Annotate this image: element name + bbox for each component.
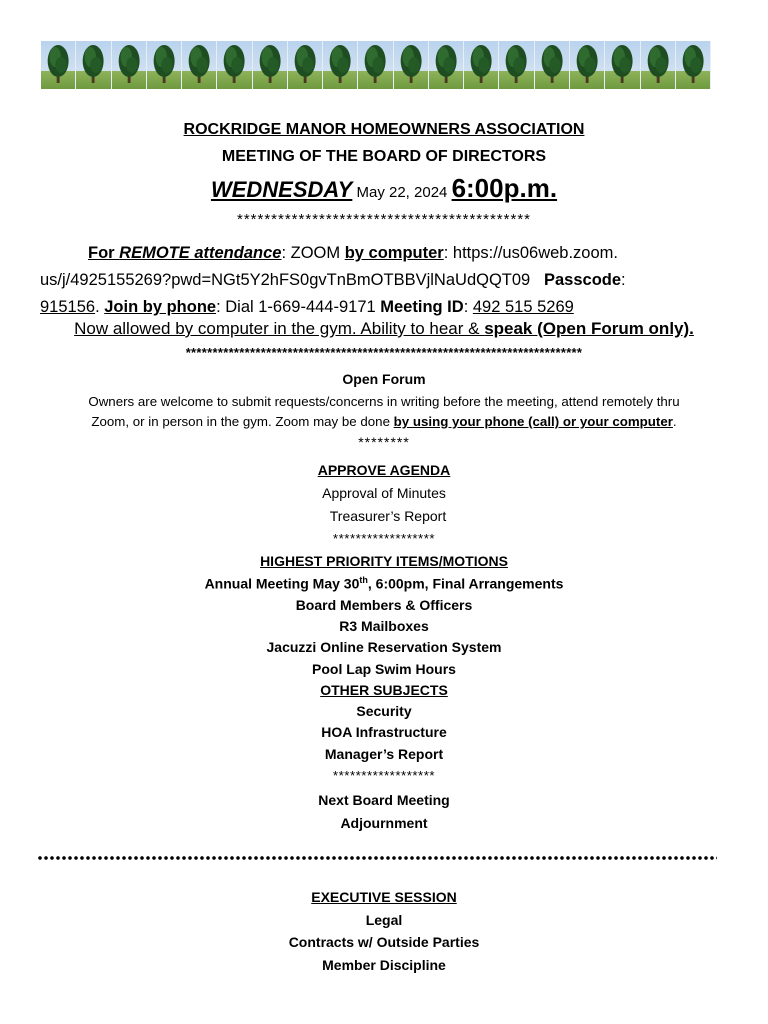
tree-image [641,41,676,89]
other-item: Manager’s Report [324,746,444,762]
dotted-divider [37,855,717,861]
phone-or-computer-note: by using your phone (call) or your computer [393,414,673,429]
by-computer-label: by computer [344,244,444,262]
tree-image [605,41,640,89]
tree-image [182,41,217,89]
priority-title: HIGHEST PRIORITY ITEMS/MOTIONS [260,553,508,569]
tree-image [570,41,605,89]
other-subjects-title: OTHER SUBJECTS [320,682,448,698]
zoom-url-part1[interactable]: : https://us06web.zoom. [443,244,618,262]
meeting-date: May 22, 2024 [352,184,452,201]
priority-item: R3 Mailboxes [339,618,429,634]
tree-image [394,41,429,89]
meeting-id-value: 492 515 5269 [472,298,574,316]
closing-item: Next Board Meeting [318,792,450,808]
tree-image [217,41,252,89]
tree-image [288,41,323,89]
tree-image [535,41,570,89]
meeting-id-label: Meeting ID [380,298,464,316]
separator-stars-short: ******** [358,434,410,450]
priority-item: Jacuzzi Online Reservation System [266,639,502,655]
executive-item: Legal [365,912,403,928]
other-item: Security [356,703,412,719]
separator-stars: ******************************************* [236,211,531,228]
meeting-day: WEDNESDAY [210,177,353,202]
tree-image [41,41,76,89]
other-item: HOA Infrastructure [321,724,447,740]
tree-image [464,41,499,89]
closing-item: Adjournment [340,815,428,831]
separator-stars-mid: ****************** [332,768,436,783]
tree-image [676,41,711,89]
org-title: ROCKRIDGE MANOR HOMEOWNERS ASSOCIATION [183,121,585,138]
open-forum-line1: Owners are welcome to submit requests/concerns in writing before the meeting, attend remotely thru [88,394,680,409]
tree-image [358,41,393,89]
gym-attendance-note: Now allowed by computer in the gym. Ability to hear & speak (Open Forum only). [74,319,694,338]
separator-stars-long: ************************************************************************** [185,345,583,360]
priority-item: Board Members & Officers [295,597,473,613]
passcode-label: Passcode [543,271,622,289]
passcode-value: 915156 [40,298,96,316]
agenda-item: Treasurer’s Report [329,508,447,524]
meeting-dateline [0,173,768,204]
remote-label: For REMOTE attendance [88,244,282,262]
agenda-item: Approval of Minutes [322,485,446,501]
dial-number: : Dial 1-669-444-9171 [216,298,381,316]
approve-agenda-title: APPROVE AGENDA [317,462,451,478]
open-forum-title: Open Forum [342,371,426,387]
executive-item: Member Discipline [322,957,446,973]
tree-image [323,41,358,89]
remote-attendance: For REMOTE attendance: ZOOM by computer: https://us06web.zoom. us/j/4925155269?pwd=NGt5Y2hFS0gvTnBmOTBBVjlNaUdQQT09 Passcode: 915156. Join by phone: Dial 1-669-444-9171 Meeting ID: 492 515 5269 [40,244,626,316]
tree-image [112,41,147,89]
executive-item: Contracts w/ Outside Parties [288,934,480,950]
join-by-phone-label: Join by phone [104,298,217,316]
open-forum-line2: Zoom, or in person in the gym. Zoom may be done by using your phone (call) or your computer. [91,414,677,429]
zoom-url-part2[interactable]: us/j/4925155269?pwd=NGt5Y2hFS0gvTnBmOTBBVjlNaUdQQT09 [40,271,531,289]
tree-image [76,41,111,89]
executive-session-title: EXECUTIVE SESSION [311,889,457,905]
tree-image [147,41,182,89]
meeting-title: MEETING OF THE BOARD OF DIRECTORS [221,148,547,165]
tree-image [429,41,464,89]
priority-item-annual-meeting: Annual Meeting May 30th, 6:00pm, Final Arrangements [204,575,564,592]
tree-image [253,41,288,89]
tree-image [499,41,534,89]
separator-stars-mid: ****************** [332,531,436,546]
meeting-time: 6:00p.m. [451,173,558,203]
tree-banner [41,41,711,89]
priority-item: Pool Lap Swim Hours [312,661,456,677]
